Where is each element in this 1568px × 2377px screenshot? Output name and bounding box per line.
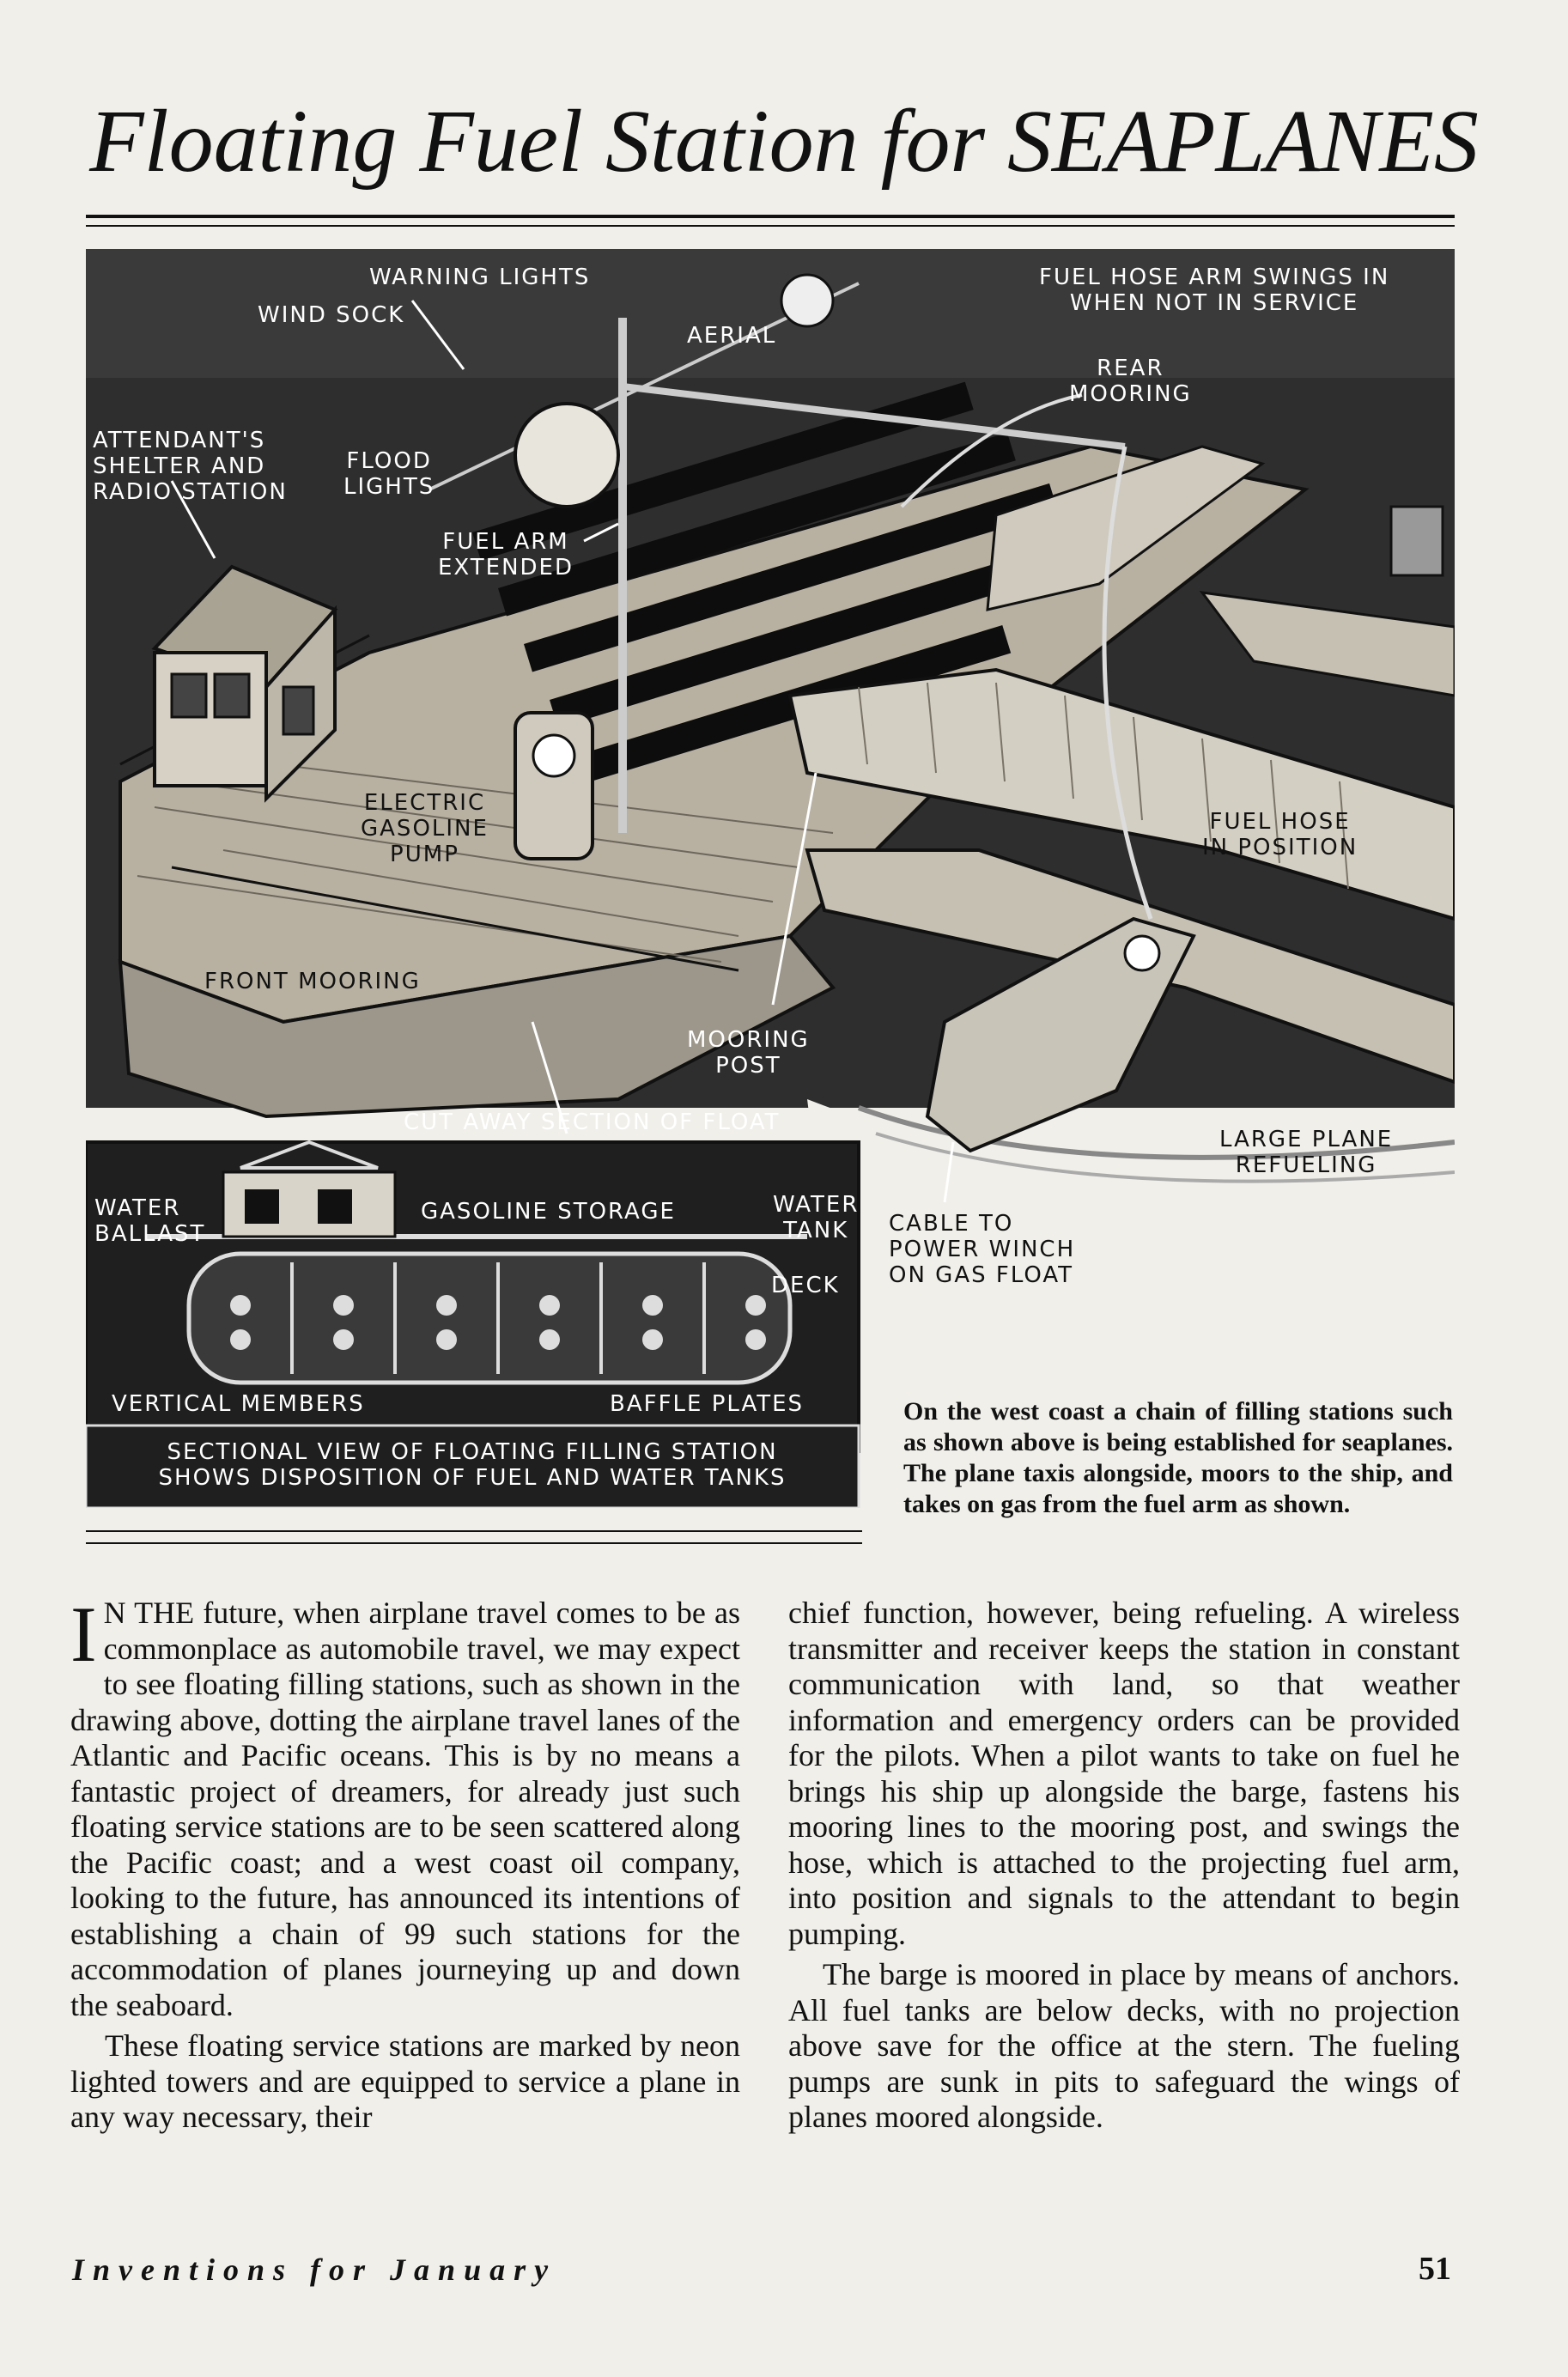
- top-rule-thin: [86, 225, 1455, 227]
- label-warning-lights: WARNING LIGHTS: [369, 264, 591, 290]
- illustration-drawing: [86, 249, 1455, 1508]
- label-aerial: AERIAL: [687, 323, 777, 349]
- article-column-right: [788, 1596, 1460, 2141]
- label-large-plane-refueling: LARGE PLANE REFUELING: [1219, 1127, 1394, 1178]
- drop-cap: I: [70, 1590, 97, 1678]
- label-vertical-members: VERTICAL MEMBERS: [112, 1391, 365, 1417]
- label-fuel-hose-position: FUEL HOSE IN POSITION: [1202, 809, 1358, 860]
- label-sectional-view: SECTIONAL VIEW OF FLOATING FILLING STATION SHOWS DISPOSITION OF FUEL AND WATER TANKS: [158, 1439, 787, 1491]
- paragraph-2: These floating service stations are marked by neon lighted towers and are equipped to service a plane in any way necessary, their: [70, 2028, 740, 2134]
- article-column-left: [70, 1590, 740, 2141]
- label-attendant-shelter: ATTENDANT'S SHELTER AND RADIO STATION: [93, 428, 288, 505]
- label-electric-pump: ELECTRIC GASOLINE PUMP: [361, 790, 489, 867]
- caption-rule: [86, 1530, 862, 1532]
- label-flood-lights: FLOOD LIGHTS: [343, 448, 435, 500]
- label-cut-away-section: CUT AWAY SECTION OF FLOAT: [404, 1109, 781, 1135]
- label-wind-sock: WIND SOCK: [258, 302, 405, 328]
- label-gasoline-storage: GASOLINE STORAGE: [421, 1199, 676, 1225]
- page-number: 51: [1419, 2251, 1451, 2287]
- page-title: Floating Fuel Station for SEAPLANES: [89, 92, 1479, 191]
- floating-station-illustration: [86, 249, 1455, 1508]
- label-baffle-plates: BAFFLE PLATES: [610, 1391, 805, 1417]
- paragraph-1-text: N THE future, when airplane travel comes to be as commonplace as automobile travel, we may expect to see floating filling stations, such as shown in the drawing above, dotting the airplane travel lanes of the Atlantic and Pacific oceans. This is by no means a fantastic project of dreamers, for already just such floating service stations are to be seen scattered along the Pacific coast; and a west coast oil company, looking to the future, has announced its intentions of establishing a chain of 99 such stations for the accommodation of planes journeying up and down the seaboard.: [70, 1596, 740, 2022]
- label-cable-power-winch: CABLE TO POWER WINCH ON GAS FLOAT: [889, 1211, 1076, 1288]
- paragraph-3: chief function, however, being refueling. A wireless transmitter and receiver keeps the station in constant communication with land, so that weather information and emergency orders can be provided for the pilots. When a pilot wants to take on fuel he brings his ship up alongside the barge, fastens his mooring lines to the mooring post, and swings the hose, which is attached to the projecting fuel arm, into position and signals to the attendant to begin pumping.: [788, 1596, 1460, 1951]
- figure-caption: On the west coast a chain of filling stations such as shown above is being established for seaplanes. The plane taxis alongside, moors to the ship, and takes on gas from the fuel arm as shown.: [903, 1397, 1453, 1518]
- label-front-mooring: FRONT MOORING: [204, 969, 421, 994]
- paragraph-1: [70, 1590, 740, 2023]
- top-rule: [86, 215, 1455, 218]
- label-fuel-hose-arm: FUEL HOSE ARM SWINGS IN WHEN NOT IN SERVICE: [1039, 264, 1390, 316]
- label-deck: DECK: [771, 1273, 840, 1298]
- label-fuel-arm-extended: FUEL ARM EXTENDED: [438, 529, 574, 581]
- caption-rule-2: [86, 1542, 862, 1544]
- label-water-ballast: WATER BALLAST: [94, 1195, 206, 1247]
- label-rear-mooring: REAR MOORING: [1069, 356, 1192, 407]
- paragraph-4: The barge is moored in place by means of anchors. All fuel tanks are below decks, with no projection above save for the office at the stern. The fueling pumps are sunk in pits to safeguard the wings of planes moored alongside.: [788, 1957, 1460, 2134]
- publication-footer: Inventions for January: [72, 2252, 557, 2287]
- label-water-tank: WATER TANK: [773, 1192, 860, 1243]
- label-mooring-post: MOORING POST: [687, 1027, 810, 1079]
